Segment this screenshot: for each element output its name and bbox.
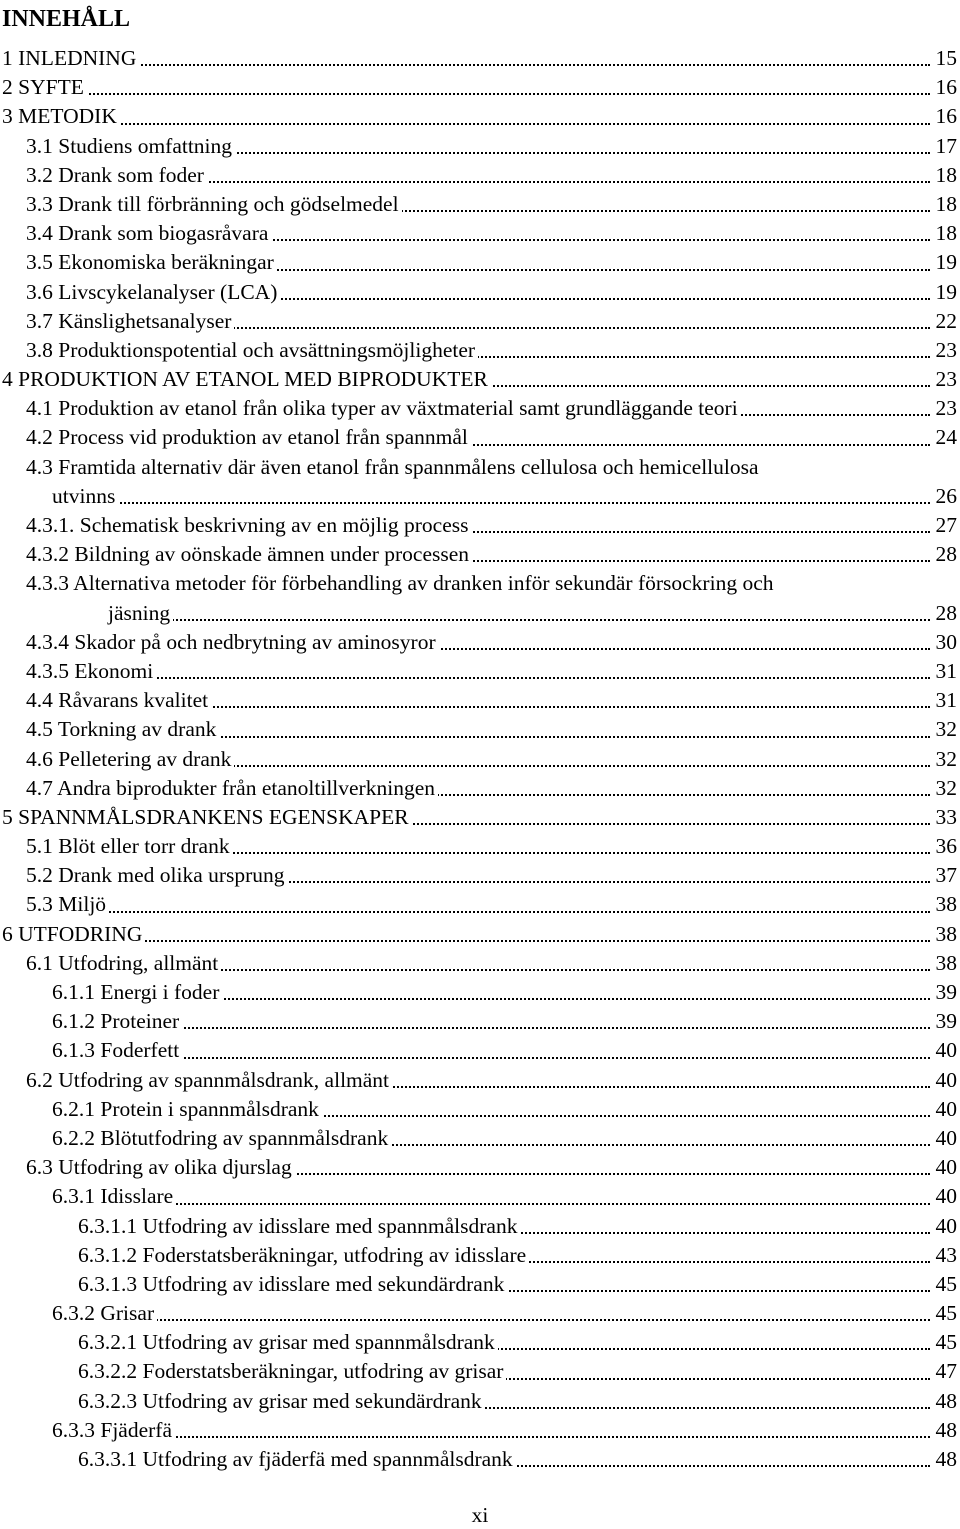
toc-entry[interactable] bbox=[0, 1270, 960, 1299]
toc-entry[interactable] bbox=[0, 423, 960, 452]
toc-page-number: 40 bbox=[933, 1066, 958, 1095]
toc-page-number: 23 bbox=[933, 336, 958, 365]
toc-entry[interactable] bbox=[0, 336, 960, 365]
toc-page-number: 48 bbox=[933, 1445, 958, 1474]
toc-page-number: 16 bbox=[933, 73, 958, 102]
toc-entry-title: 6.2 Utfodring av spannmålsdrank, allmänt bbox=[26, 1066, 392, 1095]
toc-entry[interactable] bbox=[0, 1387, 960, 1416]
toc-entry-title: 6.3.2.1 Utfodring av grisar med spannmålsdrank bbox=[78, 1328, 498, 1357]
toc-page-number: 40 bbox=[933, 1212, 958, 1241]
toc-entry[interactable] bbox=[0, 1124, 960, 1153]
dot-leader bbox=[52, 1436, 930, 1438]
toc-entry-title: 1 INLEDNING bbox=[2, 44, 139, 73]
toc-page-number: 40 bbox=[933, 1182, 958, 1211]
toc-page-number: 33 bbox=[933, 803, 958, 832]
toc-entry[interactable] bbox=[0, 569, 960, 627]
toc-entry[interactable] bbox=[0, 394, 960, 423]
toc-page-number: 22 bbox=[933, 307, 958, 336]
toc-page-number: 16 bbox=[933, 102, 958, 131]
toc-page-number: 38 bbox=[933, 920, 958, 949]
toc-page-number: 40 bbox=[933, 1153, 958, 1182]
toc-heading: INNEHÅLL bbox=[2, 6, 131, 32]
toc-entry-title: 6.3.1.1 Utfodring av idisslare med spannmålsdrank bbox=[78, 1212, 520, 1241]
toc-page-number: 32 bbox=[933, 745, 958, 774]
toc-page-number: 18 bbox=[933, 161, 958, 190]
toc-entry-title: 5 SPANNMÅLSDRANKENS EGENSKAPER bbox=[2, 803, 412, 832]
toc-entry[interactable] bbox=[0, 248, 960, 277]
toc-page-number: 40 bbox=[933, 1095, 958, 1124]
toc-page-number: 30 bbox=[933, 628, 958, 657]
toc-entry-title: 4 PRODUKTION AV ETANOL MED BIPRODUKTER bbox=[2, 365, 491, 394]
toc-entry-title: 4.4 Råvarans kvalitet bbox=[26, 686, 211, 715]
toc-entry[interactable] bbox=[0, 861, 960, 890]
toc-entry[interactable] bbox=[0, 1007, 960, 1036]
toc-page-number: 27 bbox=[933, 511, 958, 540]
toc-entry[interactable] bbox=[0, 832, 960, 861]
toc-entry-title: 3.7 Känslighetsanalyser bbox=[26, 307, 234, 336]
dot-leader bbox=[52, 1057, 930, 1059]
dot-leader bbox=[52, 502, 930, 504]
toc-entry[interactable] bbox=[0, 803, 960, 832]
toc-entry[interactable] bbox=[0, 715, 960, 744]
toc-entry-title: 4.7 Andra biprodukter från etanoltillverkningen bbox=[26, 774, 438, 803]
toc-entry[interactable] bbox=[0, 132, 960, 161]
toc-page-number: 23 bbox=[933, 365, 958, 394]
toc-page-number: 24 bbox=[933, 423, 958, 452]
toc-entry[interactable] bbox=[0, 161, 960, 190]
toc-entry-title: 3.1 Studiens omfattning bbox=[26, 132, 235, 161]
toc-page-number: 28 bbox=[933, 540, 958, 569]
toc-entry-title: 4.5 Torkning av drank bbox=[26, 715, 219, 744]
toc-page-number: 40 bbox=[933, 1124, 958, 1153]
page-number-footer: xi bbox=[471, 1503, 489, 1527]
toc-page-number: 43 bbox=[933, 1241, 958, 1270]
toc-entry-title: 4.3.2 Bildning av oönskade ämnen under processen bbox=[26, 540, 472, 569]
toc-page-number: 18 bbox=[933, 219, 958, 248]
toc-entry-title: 5.3 Miljö bbox=[26, 890, 109, 919]
toc-entry-title: 4.1 Produktion av etanol från olika typer av växtmaterial samt grundläggande teori bbox=[26, 394, 741, 423]
toc-page-number: 36 bbox=[933, 832, 958, 861]
table-of-contents bbox=[0, 44, 960, 1474]
toc-entry-title: 5.2 Drank med olika ursprung bbox=[26, 861, 288, 890]
toc-entry-title: 4.3.4 Skador på och nedbrytning av aminosyror bbox=[26, 628, 439, 657]
toc-entry-title: 3.4 Drank som biogasråvara bbox=[26, 219, 271, 248]
toc-entry-title: 6.3 Utfodring av olika djurslag bbox=[26, 1153, 295, 1182]
toc-entry-title: 3.8 Produktionspotential och avsättningsmöjligheter bbox=[26, 336, 478, 365]
toc-page-number: 48 bbox=[933, 1387, 958, 1416]
toc-entry-title: 6.3.3 Fjäderfä bbox=[52, 1416, 175, 1445]
toc-page-number: 37 bbox=[933, 861, 958, 890]
toc-entry[interactable] bbox=[0, 978, 960, 1007]
toc-entry[interactable] bbox=[0, 1182, 960, 1211]
dot-leader bbox=[26, 911, 930, 913]
toc-entry[interactable] bbox=[0, 73, 960, 102]
dot-leader bbox=[52, 1319, 930, 1321]
toc-entry-title: 3.5 Ekonomiska beräkningar bbox=[26, 248, 277, 277]
toc-entry[interactable] bbox=[0, 1241, 960, 1270]
toc-page-number: 47 bbox=[933, 1357, 958, 1386]
dot-leader bbox=[52, 1203, 930, 1205]
toc-entry[interactable] bbox=[0, 1357, 960, 1386]
toc-entry[interactable] bbox=[0, 219, 960, 248]
toc-page-number: 31 bbox=[933, 657, 958, 686]
toc-entry[interactable] bbox=[0, 1445, 960, 1474]
toc-page-number: 45 bbox=[933, 1328, 958, 1357]
toc-entry[interactable] bbox=[0, 1299, 960, 1328]
toc-entry-title: 3.3 Drank till förbränning och gödselmedel bbox=[26, 190, 402, 219]
toc-entry[interactable] bbox=[0, 453, 960, 511]
toc-entry[interactable] bbox=[0, 890, 960, 919]
toc-page-number: 45 bbox=[933, 1270, 958, 1299]
toc-entry-title-continued: utvinns bbox=[52, 482, 118, 511]
toc-entry-title: 4.3.3 Alternativa metoder för förbehandling av dranken inför sekundär försockring och bbox=[26, 569, 776, 598]
toc-entry-title: 6.3.1 Idisslare bbox=[52, 1182, 176, 1211]
toc-entry[interactable] bbox=[0, 102, 960, 131]
toc-entry-title: 6.2.2 Blötutfodring av spannmålsdrank bbox=[52, 1124, 391, 1153]
toc-entry-title: 3.6 Livscykelanalyser (LCA) bbox=[26, 278, 280, 307]
toc-page-number: 15 bbox=[933, 44, 958, 73]
toc-entry[interactable] bbox=[0, 44, 960, 73]
toc-page-number: 23 bbox=[933, 394, 958, 423]
toc-entry[interactable] bbox=[0, 1212, 960, 1241]
toc-entry-title: 6.1.1 Energi i foder bbox=[52, 978, 222, 1007]
toc-entry-title: 6.2.1 Protein i spannmålsdrank bbox=[52, 1095, 322, 1124]
toc-page-number: 45 bbox=[933, 1299, 958, 1328]
toc-page-number: 19 bbox=[933, 278, 958, 307]
toc-entry-title: 6 UTFODRING bbox=[2, 920, 145, 949]
toc-entry-title: 6.1 Utfodring, allmänt bbox=[26, 949, 221, 978]
toc-entry-title: 3.2 Drank som foder bbox=[26, 161, 207, 190]
toc-entry-title: 4.3.5 Ekonomi bbox=[26, 657, 156, 686]
toc-entry-title: 4.3.1. Schematisk beskrivning av en möjlig process bbox=[26, 511, 471, 540]
toc-entry-title: 2 SYFTE bbox=[2, 73, 87, 102]
toc-entry-title: 6.3.1.3 Utfodring av idisslare med sekundärdrank bbox=[78, 1270, 507, 1299]
toc-page-number: 38 bbox=[933, 949, 958, 978]
toc-entry[interactable] bbox=[0, 190, 960, 219]
dot-leader bbox=[26, 677, 930, 679]
toc-entry-title: 5.1 Blöt eller torr drank bbox=[26, 832, 233, 861]
dot-leader bbox=[52, 1027, 930, 1029]
toc-entry[interactable] bbox=[0, 774, 960, 803]
toc-entry[interactable] bbox=[0, 920, 960, 949]
dot-leader bbox=[2, 64, 930, 66]
toc-page-number: 28 bbox=[933, 599, 958, 628]
toc-entry-title: 4.2 Process vid produktion av etanol från spannmål bbox=[26, 423, 471, 452]
toc-entry[interactable] bbox=[0, 540, 960, 569]
toc-entry-title: 6.1.3 Foderfett bbox=[52, 1036, 182, 1065]
toc-entry-title: 6.3.1.2 Foderstatsberäkningar, utfodring av idisslare bbox=[78, 1241, 529, 1270]
toc-page-number: 40 bbox=[933, 1036, 958, 1065]
toc-entry[interactable] bbox=[0, 745, 960, 774]
toc-page-number: 26 bbox=[933, 482, 958, 511]
toc-page-number: 48 bbox=[933, 1416, 958, 1445]
toc-entry-title: 4.6 Pelletering av drank bbox=[26, 745, 234, 774]
toc-page-number: 19 bbox=[933, 248, 958, 277]
toc-entry[interactable] bbox=[0, 1036, 960, 1065]
toc-entry[interactable] bbox=[0, 1066, 960, 1095]
dot-leader bbox=[108, 619, 930, 621]
toc-entry[interactable] bbox=[0, 686, 960, 715]
toc-entry-title: 3 METODIK bbox=[2, 102, 120, 131]
toc-entry-title: 6.1.2 Proteiner bbox=[52, 1007, 182, 1036]
toc-entry-title: 6.3.3.1 Utfodring av fjäderfä med spannmålsdrank bbox=[78, 1445, 516, 1474]
toc-page-number: 18 bbox=[933, 190, 958, 219]
toc-page-number: 32 bbox=[933, 774, 958, 803]
toc-page-number: 38 bbox=[933, 890, 958, 919]
toc-page-number: 39 bbox=[933, 978, 958, 1007]
dot-leader bbox=[2, 123, 930, 125]
toc-entry[interactable] bbox=[0, 949, 960, 978]
toc-entry[interactable] bbox=[0, 1416, 960, 1445]
toc-page-number: 39 bbox=[933, 1007, 958, 1036]
dot-leader bbox=[2, 93, 930, 95]
toc-entry[interactable] bbox=[0, 278, 960, 307]
toc-entry[interactable] bbox=[0, 511, 960, 540]
toc-entry-title: 6.3.2.3 Utfodring av grisar med sekundärdrank bbox=[78, 1387, 485, 1416]
toc-entry[interactable] bbox=[0, 365, 960, 394]
toc-entry[interactable] bbox=[0, 628, 960, 657]
toc-entry-title-continued: jäsning bbox=[108, 599, 173, 628]
toc-entry-title: 6.3.2.2 Foderstatsberäkningar, utfodring av grisar bbox=[78, 1357, 506, 1386]
toc-page-number: 32 bbox=[933, 715, 958, 744]
toc-entry[interactable] bbox=[0, 657, 960, 686]
toc-page-number: 17 bbox=[933, 132, 958, 161]
toc-page-number: 31 bbox=[933, 686, 958, 715]
toc-entry[interactable] bbox=[0, 307, 960, 336]
toc-entry[interactable] bbox=[0, 1328, 960, 1357]
toc-entry[interactable] bbox=[0, 1153, 960, 1182]
toc-entry-title: 6.3.2 Grisar bbox=[52, 1299, 157, 1328]
toc-entry[interactable] bbox=[0, 1095, 960, 1124]
toc-entry-title: 4.3 Framtida alternativ där även etanol från spannmålens cellulosa och hemicellulosa bbox=[26, 453, 762, 482]
